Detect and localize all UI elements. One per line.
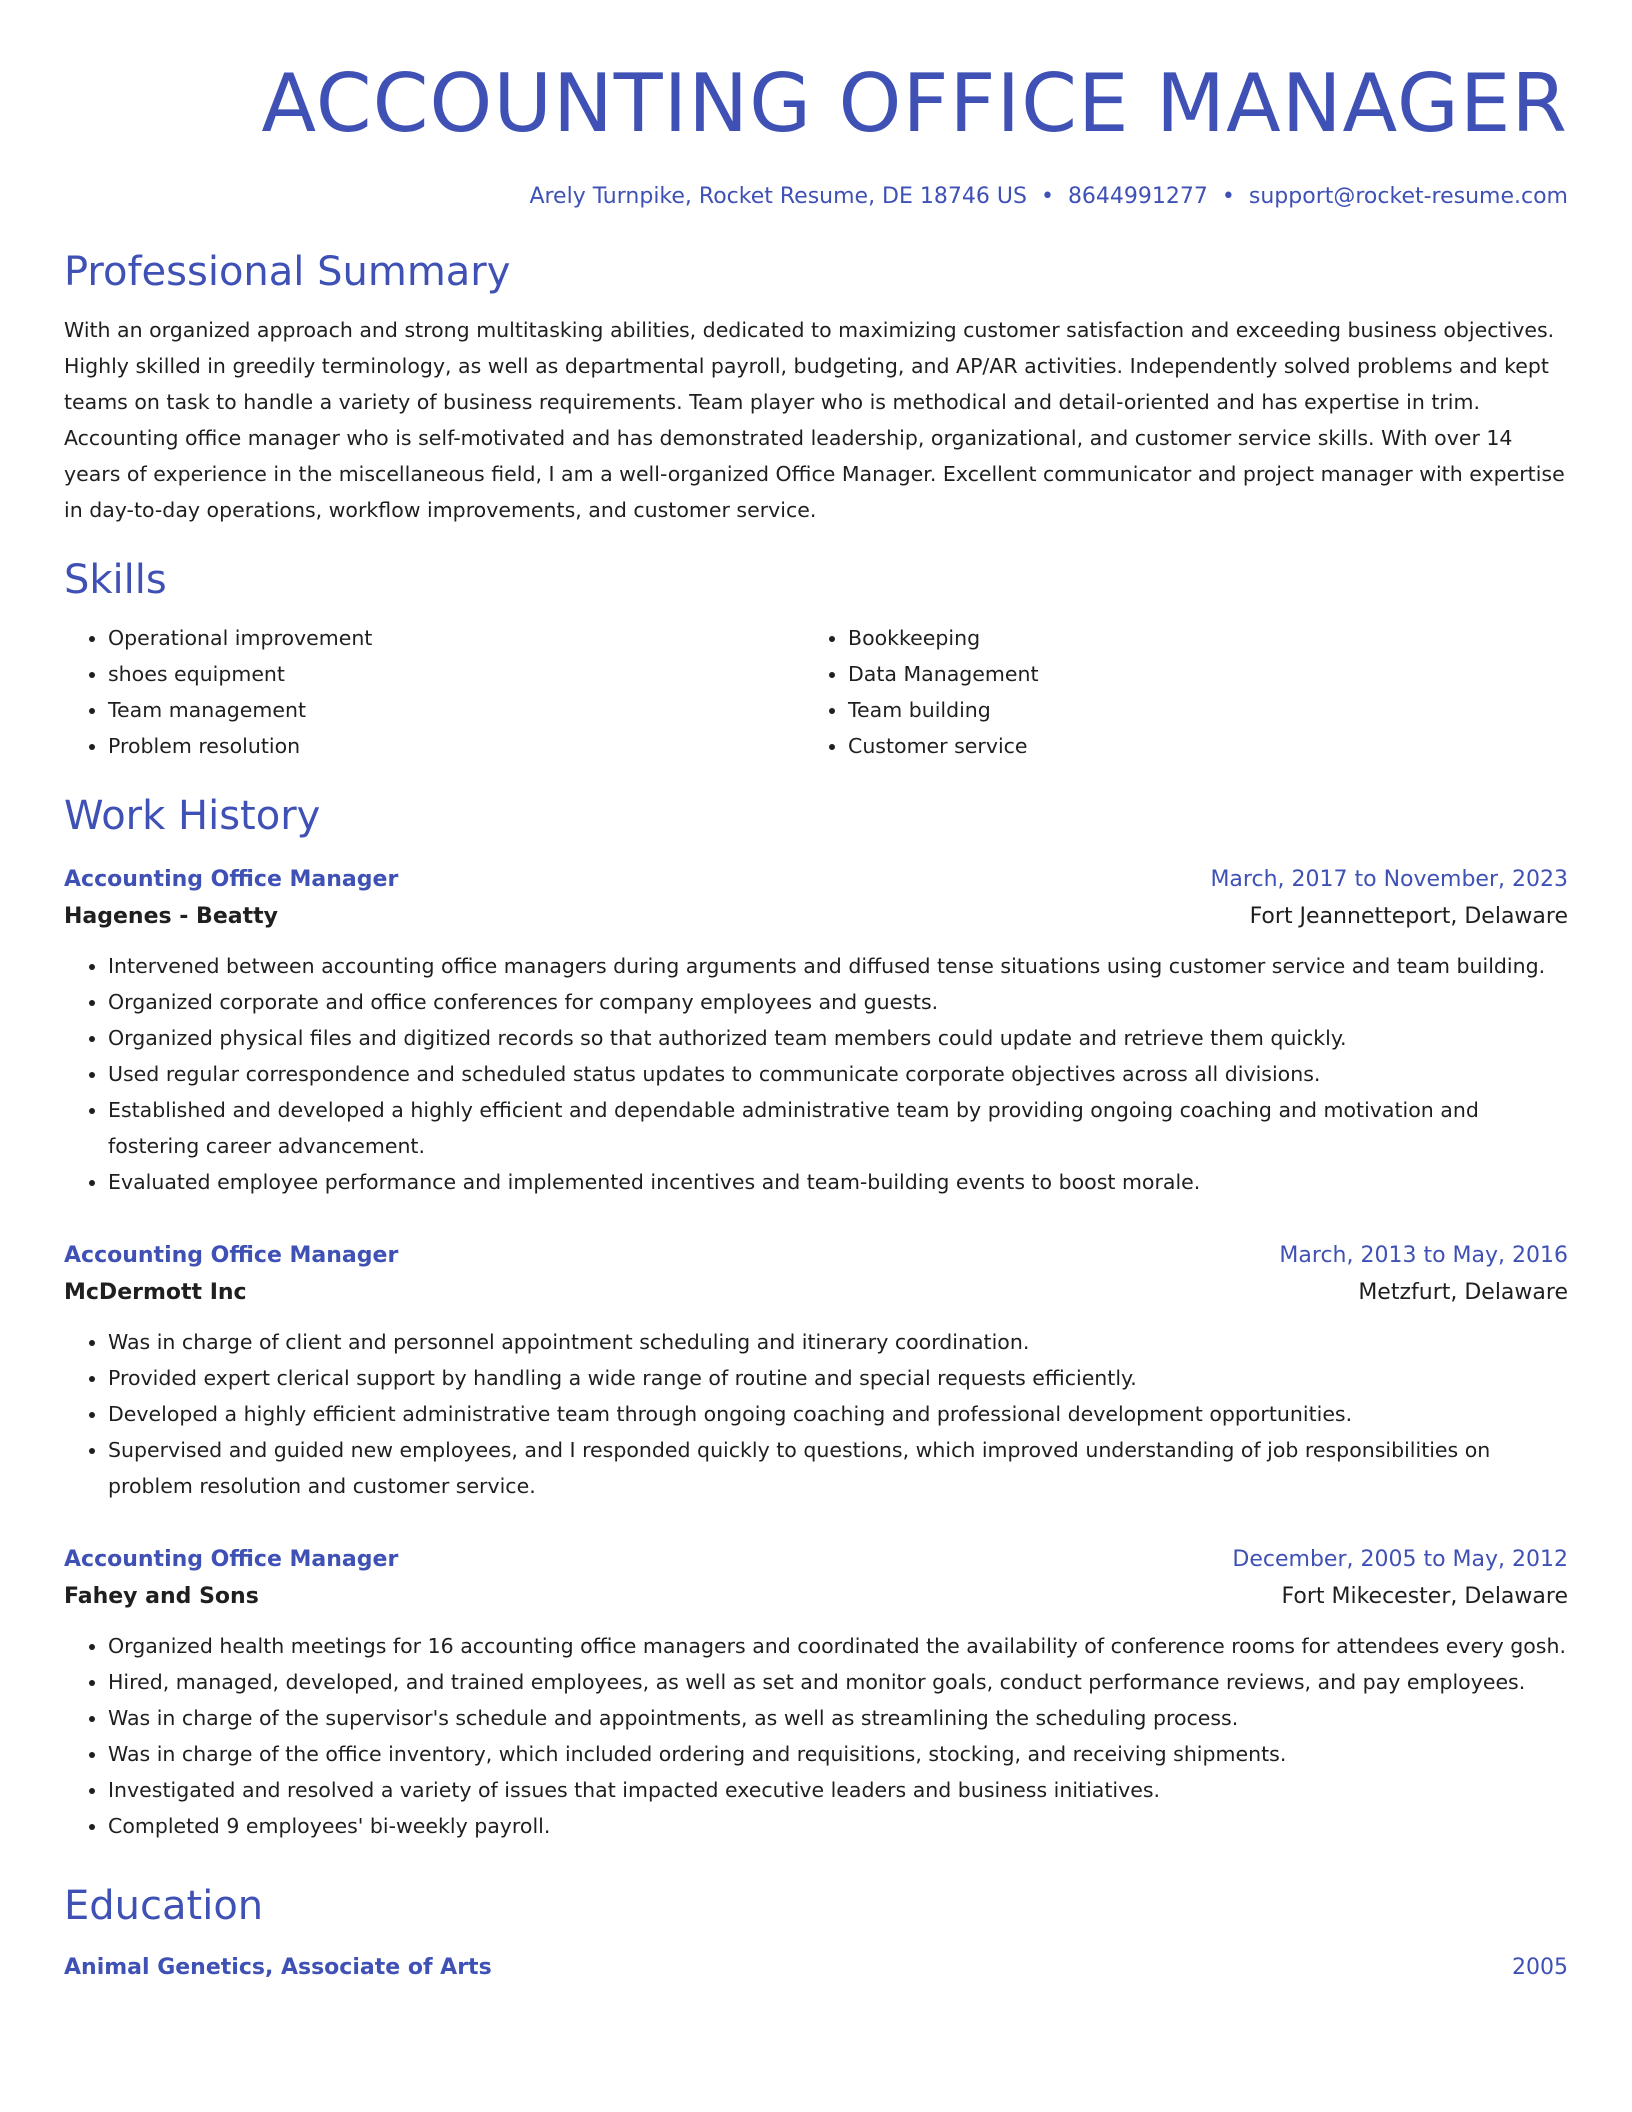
job-location: Fort Jeannetteport, Delaware xyxy=(1249,904,1568,929)
job-bullet: • Was in charge of the office inventory, which included ordering and requisitions, stocking, and receiving shipments. xyxy=(108,1736,1568,1772)
job-bullet: • Evaluated employee performance and implemented incentives and team-building events to boost morale. xyxy=(108,1164,1568,1200)
job-dates: March, 2013 to May, 2016 xyxy=(1279,1243,1568,1268)
skills-column-left xyxy=(64,620,804,764)
job-company: Fahey and Sons xyxy=(64,1584,259,1609)
resume-header xyxy=(64,52,1568,212)
job-entry xyxy=(64,1542,1568,1844)
job-bullet: • Was in charge of client and personnel appointment scheduling and itinerary coordination. xyxy=(108,1324,1568,1360)
job-bullets xyxy=(64,1628,1568,1844)
skill-item: • Problem resolution xyxy=(108,728,804,764)
skill-item: • Bookkeeping xyxy=(848,620,1544,656)
skill-item: • Team management xyxy=(108,692,804,728)
work-history-section xyxy=(64,790,1568,1844)
job-title-row xyxy=(64,1238,1568,1274)
education-heading: Education xyxy=(64,1883,264,1929)
job-bullets xyxy=(64,1324,1568,1504)
resume-name: ACCOUNTING OFFICE MANAGER xyxy=(261,57,1568,150)
contact-address: Arely Turnpike, Rocket Resume, DE 18746 US xyxy=(529,184,1027,209)
contact-separator: • xyxy=(1221,184,1235,209)
job-location: Fort Mikecester, Delaware xyxy=(1281,1584,1568,1609)
job-bullets xyxy=(64,948,1568,1200)
job-title: Accounting Office Manager xyxy=(64,1243,399,1268)
skills-section xyxy=(64,554,1568,764)
contact-separator: • xyxy=(1040,184,1054,209)
job-bullet: • Established and developed a highly efficient and dependable administrative team by providing ongoing coaching and motivation and fostering career advancement. xyxy=(108,1092,1568,1164)
skill-item: • Data Management xyxy=(848,656,1544,692)
job-dates: December, 2005 to May, 2012 xyxy=(1232,1547,1568,1572)
skill-item: • Customer service xyxy=(848,728,1544,764)
education-entry xyxy=(64,1950,1568,1986)
skill-item: • Team building xyxy=(848,692,1544,728)
job-bullet: • Supervised and guided new employees, and I responded quickly to questions, which improved understanding of job responsibilities on problem resolution and customer service. xyxy=(108,1432,1568,1504)
job-location: Metzfurt, Delaware xyxy=(1358,1280,1568,1305)
job-bullet: • Provided expert clerical support by handling a wide range of routine and special requests efficiently. xyxy=(108,1360,1568,1396)
job-dates: March, 2017 to November, 2023 xyxy=(1210,867,1568,892)
job-bullet: • Completed 9 employees' bi-weekly payroll. xyxy=(108,1808,1568,1844)
contact-email[interactable]: support@rocket-resume.com xyxy=(1248,184,1568,209)
contact-line xyxy=(64,182,1568,212)
education-degree: Animal Genetics, Associate of Arts xyxy=(64,1955,492,1980)
skills-heading: Skills xyxy=(64,557,167,603)
job-company-row xyxy=(64,898,1568,936)
skill-item: • shoes equipment xyxy=(108,656,804,692)
education-year: 2005 xyxy=(1512,1955,1568,1980)
contact-phone: 8644991277 xyxy=(1067,184,1208,209)
job-title-row xyxy=(64,862,1568,898)
skills-columns xyxy=(64,620,1568,764)
skills-column-right xyxy=(804,620,1544,764)
job-bullet: • Investigated and resolved a variety of issues that impacted executive leaders and business initiatives. xyxy=(108,1772,1568,1808)
job-company: Hagenes - Beatty xyxy=(64,904,278,929)
job-bullet: • Organized corporate and office conferences for company employees and guests. xyxy=(108,984,1568,1020)
education-section xyxy=(64,1880,1568,1986)
job-title: Accounting Office Manager xyxy=(64,867,399,892)
job-bullet: • Organized health meetings for 16 accounting office managers and coordinated the availability of conference rooms for attendees every gosh. xyxy=(108,1628,1568,1664)
job-bullet: • Used regular correspondence and scheduled status updates to communicate corporate objectives across all divisions. xyxy=(108,1056,1568,1092)
job-entry xyxy=(64,1238,1568,1504)
job-bullet: • Developed a highly efficient administrative team through ongoing coaching and professional development opportunities. xyxy=(108,1396,1568,1432)
job-entry xyxy=(64,862,1568,1200)
job-bullet: • Intervened between accounting office managers during arguments and diffused tense situations using customer service and team building. xyxy=(108,948,1568,984)
work-history-heading: Work History xyxy=(64,793,321,839)
summary-text: With an organized approach and strong multitasking abilities, dedicated to maximizing customer satisfaction and exceeding business objectives. Highly skilled in greedily terminology, as well as departmental payroll, budgeting, and AP/AR activities. Independently solved problems and kept teams on task to handle a variety of business requirements. Team player who is methodical and detail-oriented and has expertise in trim. Accounting office manager who is self-motivated and has demonstrated leadership, organizational, and customer service skills. With over 14 years of experience in the miscellaneous field, I am a well-organized Office Manager. Excellent communicator and project manager with expertise in day-to-day operations, workflow improvements, and customer service. xyxy=(64,318,1565,522)
job-bullet: • Was in charge of the supervisor's schedule and appointments, as well as streamlining the scheduling process. xyxy=(108,1700,1568,1736)
job-company-row xyxy=(64,1274,1568,1312)
job-title-row xyxy=(64,1542,1568,1578)
summary-heading: Professional Summary xyxy=(64,249,511,295)
summary-section xyxy=(64,246,1568,528)
job-company: McDermott Inc xyxy=(64,1280,247,1305)
job-bullet: • Hired, managed, developed, and trained employees, as well as set and monitor goals, conduct performance reviews, and pay employees. xyxy=(108,1664,1568,1700)
job-title: Accounting Office Manager xyxy=(64,1547,399,1572)
job-company-row xyxy=(64,1578,1568,1616)
job-bullet: • Organized physical files and digitized records so that authorized team members could update and retrieve them quickly. xyxy=(108,1020,1568,1056)
skill-item: • Operational improvement xyxy=(108,620,804,656)
